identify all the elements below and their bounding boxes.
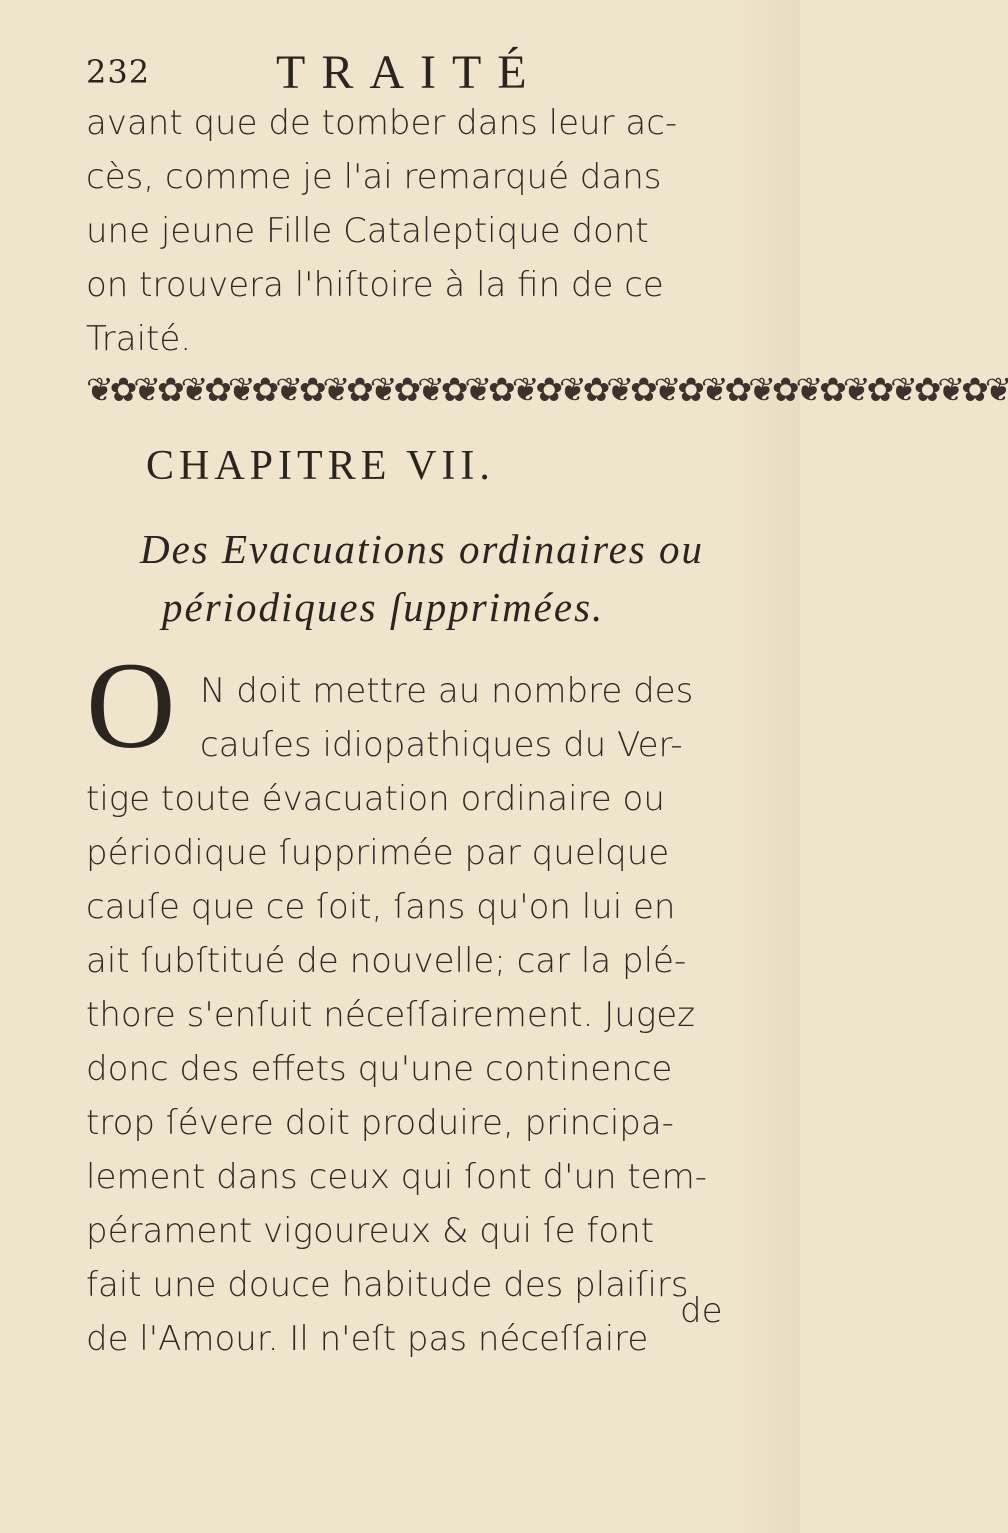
drop-cap: O [86,637,176,774]
chapter-subtitle [140,520,780,636]
text-line: ait ſubſtitué de nouvelle; car la plé- [86,941,687,981]
text-line: donc des effets qu'une continence [86,1049,673,1089]
text-line: pérament vigoureux & qui ſe font [86,1211,655,1251]
text-line: cauſes idiopathiques du Ver- [200,725,683,765]
subtitle-line: périodiques ſupprimées. [162,584,605,630]
subtitle-line: Des Evacuations ordinaires ou [140,526,704,572]
page-number: 232 [86,53,151,91]
running-title: TRAITÉ [276,45,543,99]
text-line: périodique ſupprimée par quelque [86,833,670,873]
text-line: Traité. [86,319,192,359]
text-line: thore s'enſuit néceſſairement. Jugez [86,995,695,1035]
chapter-paragraph [86,664,776,1366]
text-line: trop ſévere doit produire, principa- [86,1103,674,1143]
running-head [86,42,646,102]
text-line: tige toute évacuation ordinaire ou [86,779,665,819]
continuation-text [86,96,766,366]
text-line: une jeune Fille Cataleptique dont [86,211,649,251]
text-line: cauſe que ce ſoit, ſans qu'on lui en [86,887,676,927]
text-line: cès, comme je l'ai remarqué dans [86,157,662,197]
text-line: on trouvera l'hiſtoire à la fin de ce [86,265,664,305]
text-line: de l'Amour. Il n'eſt pas néceſſaire [86,1319,649,1359]
text-line: N doit mettre au nombre des [200,671,694,711]
ornamental-divider: ❦✿❦✿❦✿❦✿❦✿❦✿❦✿❦✿❦✿❦✿❦✿❦✿❦✿❦✿❦✿❦✿❦✿❦✿❦✿❦ [86,370,1008,409]
chapter-title: CHAPITRE VII. [146,443,495,489]
catchword: de [680,1291,723,1331]
text-line: lement dans ceux qui ſont d'un tem- [86,1157,707,1197]
text-line: fait une douce habitude des plaiſirs [86,1265,689,1305]
text-line: avant que de tomber dans leur ac- [86,103,678,143]
